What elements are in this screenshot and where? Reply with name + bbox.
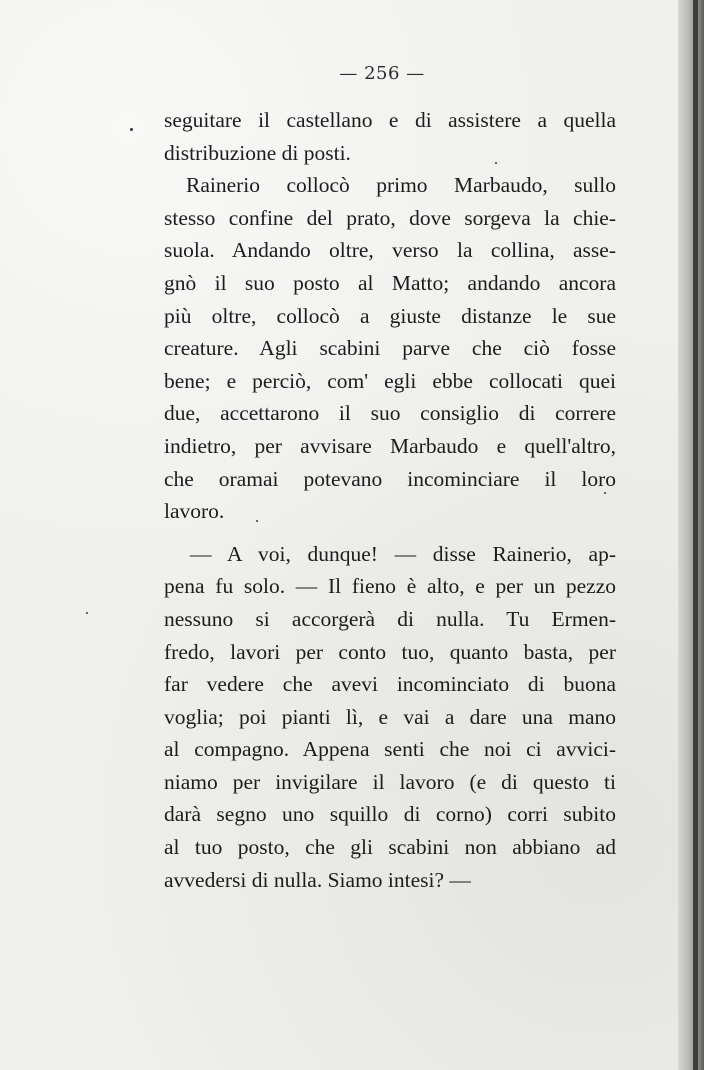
text-line: voglia; poi pianti lì, e vai a dare una mano	[164, 704, 616, 729]
paragraph-gap	[164, 528, 616, 538]
text-line: niamo per invigilare il lavoro (e di questo ti	[164, 769, 616, 794]
text-line: nessuno si accorgerà di nulla. Tu Ermen-	[164, 606, 616, 631]
page-edge-line	[693, 0, 698, 1070]
text-line: lavoro.	[164, 499, 225, 524]
text-line: bene; e perciò, com' egli ebbe collocati quei	[164, 368, 616, 393]
text-line: gnò il suo posto al Matto; andando ancora	[164, 270, 616, 295]
text-line: seguitare il castellano e di assistere a quella	[164, 108, 616, 132]
text-line: due, accettarono il suo consiglio di correre	[164, 401, 616, 426]
text-line: stesso confine del prato, dove sorgeva la chie-	[164, 205, 616, 230]
text-line: distribuzione di posti.	[164, 140, 351, 165]
body-text	[164, 104, 616, 896]
ink-speck	[256, 520, 258, 522]
text-line: al tuo posto, che gli scabini non abbiano ad	[164, 835, 616, 860]
text-line: indietro, per avvisare Marbaudo e quell'altro,	[164, 433, 616, 458]
page-number: — 256 —	[339, 63, 425, 84]
text-line: al compagno. Appena senti che noi ci avvici-	[164, 737, 616, 762]
text-line: creature. Agli scabini parve che ciò fosse	[164, 336, 616, 361]
text-line: far vedere che avevi incominciato di buona	[164, 672, 616, 697]
text-line: avvedersi di nulla. Siamo intesi? —	[164, 867, 471, 892]
ink-speck	[495, 162, 497, 164]
text-line: darà segno uno squillo di corno) corri subito	[164, 802, 616, 827]
text-line: più oltre, collocò a giuste distanze le sue	[164, 303, 616, 328]
text-line: — A voi, dunque! — disse Rainerio, ap-	[190, 541, 616, 566]
ink-speck	[604, 492, 606, 494]
text-line: suola. Andando oltre, verso la collina, asse-	[164, 238, 616, 263]
text-line: che oramai potevano incominciare il loro	[164, 466, 616, 491]
page-edge-shadow	[678, 0, 704, 1070]
ink-speck	[86, 612, 88, 614]
ink-speck	[130, 128, 133, 131]
text-line: pena fu solo. — Il fieno è alto, e per un pezzo	[164, 574, 616, 599]
text-line: Rainerio collocò primo Marbaudo, sullo	[186, 173, 616, 198]
text-line: fredo, lavori per conto tuo, quanto basta, per	[164, 639, 616, 664]
